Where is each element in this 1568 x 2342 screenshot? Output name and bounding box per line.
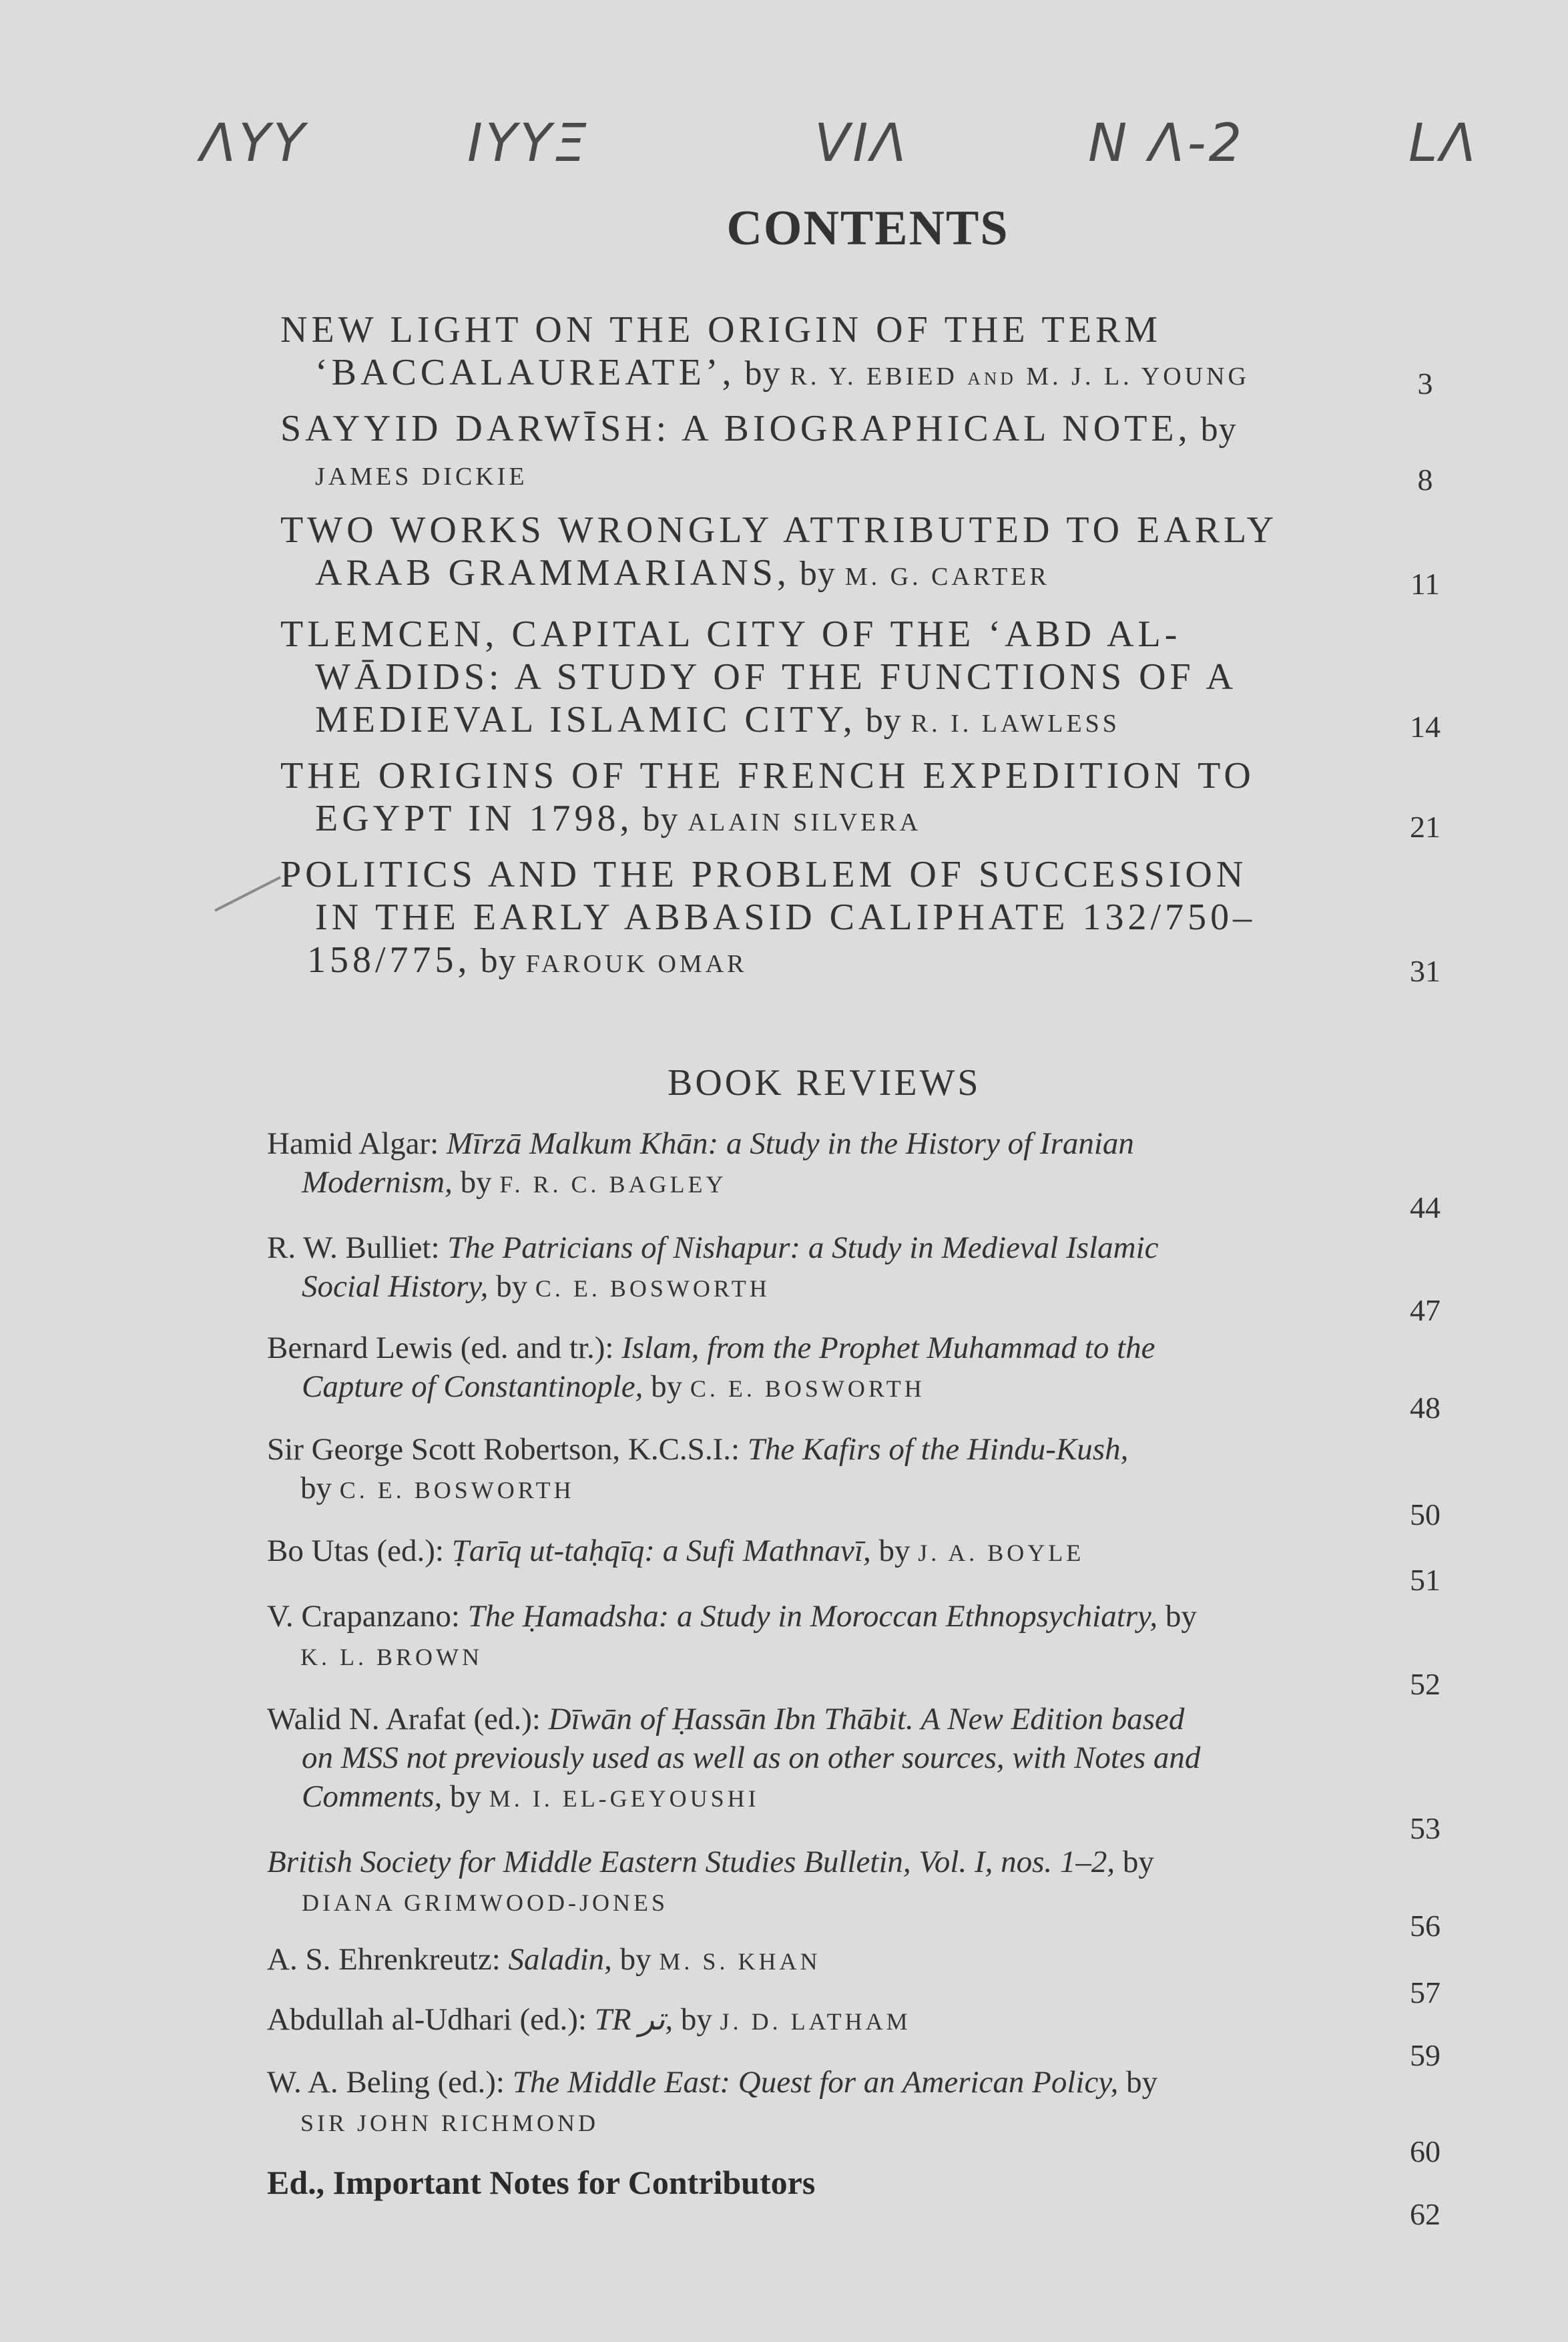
handwritten-note-2: ΙΥΥΞ <box>467 113 590 174</box>
review-book-title: Dīwān of Ḥassān Ibn Thābit. A New Edition based <box>548 1702 1185 1736</box>
reviewer: DIANA GRIMWOOD-JONES <box>302 1889 668 1916</box>
page-number: 3 <box>1417 367 1433 401</box>
review-book-title: The Patricians of Nishapur: a Study in Medieval Islamic <box>447 1230 1159 1265</box>
pencil-mark <box>214 876 281 912</box>
review-author: A. S. Ehrenkreutz: <box>267 1942 509 1977</box>
by-text: by <box>471 942 526 980</box>
article-title-line: ARAB GRAMMARIANS, <box>315 552 790 594</box>
reviewer: M. S. KHAN <box>659 1948 821 1975</box>
page-number: 50 <box>1410 1497 1441 1532</box>
review-author: Walid N. Arafat (ed.): <box>267 1702 549 1736</box>
review-entry <box>267 2063 1335 2142</box>
page-number: 8 <box>1417 463 1433 497</box>
section-heading: BOOK REVIEWS <box>668 1062 981 1104</box>
article-entry <box>280 509 1348 598</box>
article-author: JAMES DICKIE <box>315 463 528 491</box>
review-book-title: on MSS not previously used as well as on other sources, with Notes and <box>302 1740 1201 1775</box>
article-entry <box>280 754 1348 844</box>
by-text: by <box>790 555 845 593</box>
article-author: ALAIN SILVERA <box>688 808 922 837</box>
review-author: V. Crapanzano: <box>267 1599 468 1634</box>
review-author: Bernard Lewis (ed. and tr.): <box>267 1331 622 1365</box>
article-entry <box>280 613 1348 745</box>
review-book-title: Modernism, <box>302 1165 453 1200</box>
handwritten-note-4: N Λ-2 <box>1088 113 1245 174</box>
by-text: by <box>1157 1599 1197 1634</box>
review-author: W. A. Beling (ed.): <box>267 2065 513 2100</box>
reviewer: C. E. BOSWORTH <box>339 1477 575 1503</box>
article-title-line: IN THE EARLY ABBASID CALIPHATE 132/750– <box>315 897 1256 938</box>
handwritten-note-1: ΛΥΥ <box>200 113 308 174</box>
page-number: 60 <box>1410 2134 1441 2168</box>
page-number: 47 <box>1410 1293 1441 1327</box>
editorial-notes: Ed., Important Notes for Contributors <box>267 2164 816 2201</box>
page-number: 59 <box>1410 2038 1441 2072</box>
by-text: by <box>856 702 911 740</box>
by-text: by <box>633 800 688 839</box>
page-number: 21 <box>1410 810 1441 844</box>
reviewer: M. I. EL-GEYOUSHI <box>489 1785 760 1812</box>
review-entry <box>267 1228 1335 1308</box>
by-text: by <box>488 1269 535 1304</box>
article-title-line: 158/775, <box>307 939 471 981</box>
article-entry <box>280 853 1348 985</box>
page-number: 56 <box>1410 1909 1441 1943</box>
review-author: R. W. Bulliet: <box>267 1230 448 1265</box>
article-entry <box>280 407 1348 498</box>
page-number: 14 <box>1410 710 1441 744</box>
article-title-line: EGYPT IN 1798, <box>315 798 633 839</box>
review-book-title: Islam, from the Prophet Muhammad to the <box>621 1331 1155 1365</box>
review-book-title: Social History, <box>302 1269 489 1304</box>
review-entry <box>267 1124 1335 1204</box>
page-number: 44 <box>1410 1190 1441 1224</box>
article-title-line: THE ORIGINS OF THE FRENCH EXPEDITION TO <box>280 755 1255 796</box>
page-number: 57 <box>1410 1975 1441 2010</box>
article-title-line: TLEMCEN, CAPITAL CITY OF THE ‘ABD AL- <box>280 614 1182 655</box>
review-book-title: Capture of Constantinople, <box>302 1369 643 1404</box>
page-number: 31 <box>1410 954 1441 988</box>
by-text: by <box>1115 1845 1154 1879</box>
handwritten-note-3: VΙΛ <box>814 113 909 174</box>
reviewer: F. R. C. BAGLEY <box>499 1171 727 1198</box>
article-entry <box>280 308 1348 398</box>
review-author: Hamid Algar: <box>267 1126 447 1161</box>
by-text: by <box>870 1534 919 1568</box>
review-book-title: Saladin, <box>508 1942 612 1977</box>
reviewer: K. L. BROWN <box>300 1644 483 1670</box>
article-title-line: WĀDIDS: A STUDY OF THE FUNCTIONS OF A <box>315 656 1238 698</box>
by-text: by <box>452 1165 500 1200</box>
article-title-line: SAYYID DARWĪSH: A BIOGRAPHICAL NOTE, <box>280 408 1192 449</box>
review-entry <box>267 1700 1335 1818</box>
page-number: 51 <box>1410 1563 1441 1597</box>
review-entry <box>267 1940 1335 1981</box>
review-entry <box>267 1329 1335 1408</box>
article-title-line: TWO WORKS WRONGLY ATTRIBUTED TO EARLY <box>280 509 1278 551</box>
review-author: Abdullah al-Udhari (ed.): <box>267 2002 595 2037</box>
reviewer: J. D. LATHAM <box>720 2008 911 2035</box>
by-text: by <box>611 1942 660 1977</box>
article-title-line: POLITICS AND THE PROBLEM OF SUCCESSION <box>280 854 1248 895</box>
reviewer: C. E. BOSWORTH <box>690 1375 925 1402</box>
review-entry <box>267 1532 1335 1572</box>
handwritten-note-5: LΛ <box>1408 113 1479 174</box>
reviewer: SIR JOHN RICHMOND <box>300 2110 599 2136</box>
review-entry <box>267 1597 1335 1676</box>
page-number: 53 <box>1410 1811 1441 1845</box>
review-author: Bo Utas (ed.): <box>267 1534 452 1568</box>
page-title: CONTENTS <box>726 201 1009 256</box>
review-book-title: Ṭarīq ut-taḥqīq: a Sufi Mathnavī, <box>451 1534 871 1568</box>
review-book-title: The Ḥamadsha: a Study in Moroccan Ethnopsychiatry, <box>467 1599 1158 1634</box>
article-title-line: ‘BACCALAUREATE’, <box>315 352 736 393</box>
by-text: by <box>1191 411 1237 449</box>
by-text: by <box>300 1471 340 1505</box>
article-author: FAROUK OMAR <box>525 950 748 978</box>
by-text: by <box>735 355 790 393</box>
review-author: Sir George Scott Robertson, K.C.S.I.: <box>267 1432 748 1467</box>
page-number: 62 <box>1410 2197 1441 2231</box>
page-number: 11 <box>1410 567 1441 601</box>
review-entry <box>267 1843 1335 1922</box>
by-text: by <box>1118 2065 1158 2100</box>
article-title-line: NEW LIGHT ON THE ORIGIN OF THE TERM <box>280 309 1162 350</box>
by-text: by <box>442 1779 489 1814</box>
review-book-title: TR تر, <box>594 2002 674 2037</box>
review-entry <box>267 1430 1335 1509</box>
by-text: by <box>673 2002 720 2037</box>
article-author: R. I. LAWLESS <box>910 710 1120 738</box>
article-author: M. G. CARTER <box>844 563 1050 591</box>
article-author: R. Y. EBIED and M. J. L. YOUNG <box>790 363 1250 391</box>
review-entry <box>267 2000 1335 2041</box>
page-number: 48 <box>1410 1391 1441 1425</box>
article-title-line: MEDIEVAL ISLAMIC CITY, <box>315 699 856 740</box>
page-number: 52 <box>1410 1667 1441 1701</box>
review-book-title: The Middle East: Quest for an American Policy, <box>512 2065 1119 2100</box>
review-book-title: Comments, <box>302 1779 443 1814</box>
review-book-title: Mīrzā Malkum Khān: a Study in the History of Iranian <box>446 1126 1134 1161</box>
reviewer: J. A. BOYLE <box>918 1540 1085 1566</box>
review-book-title: British Society for Middle Eastern Studies Bulletin, Vol. I, nos. 1–2, <box>267 1845 1115 1879</box>
reviewer: C. E. BOSWORTH <box>535 1275 770 1302</box>
by-text: by <box>643 1369 690 1404</box>
review-book-title: The Kafirs of the Hindu-Kush, <box>747 1432 1129 1467</box>
